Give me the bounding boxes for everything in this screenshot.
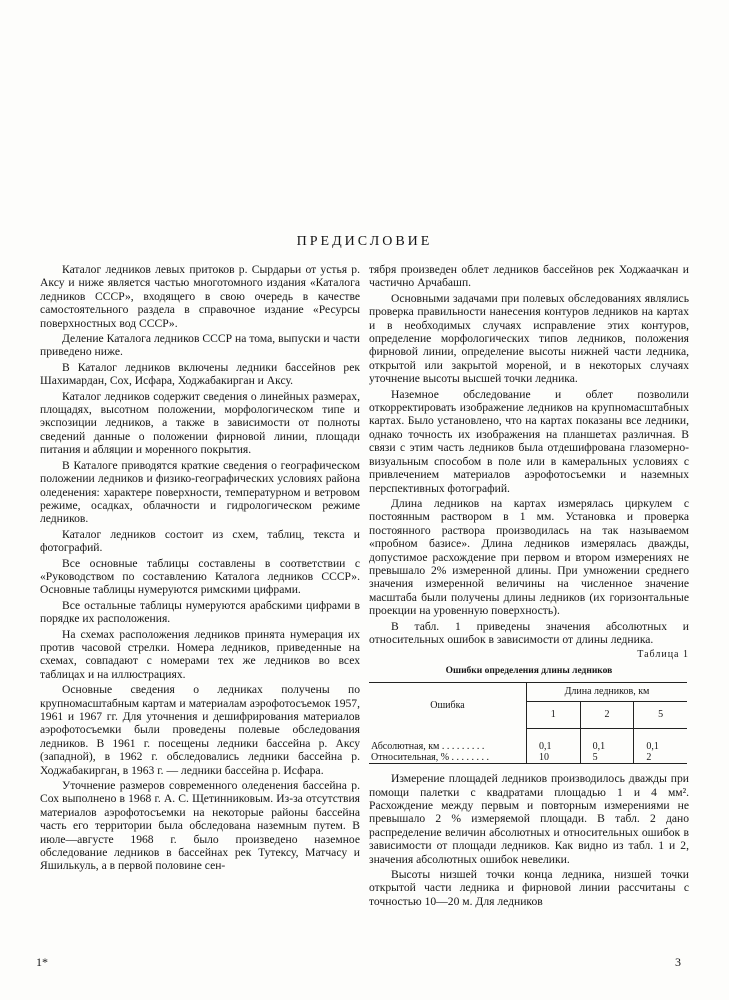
paragraph: Основными задачами при полевых обследованиях являлись проверка правильности нанесения контуров ледников на картах и в необходимых случаях исправление этих контуров, определение морфологических типов ледников, положения фирновой линии, определение высоты нижней части ледника, открытой или закрытой мореной, и в некоторых случаях уточнение высоты высшей точки ледника.: [369, 291, 689, 386]
table-cell: 0,1: [634, 729, 687, 753]
paragraph: Измерение площадей ледников производилось дважды при помощи палетки с квадратами площадью 1 и 4 мм². Расхождение между первым и повторным измерениями не превышало 2 % измеряемой площади. В табл. 2 дано распределение величин абсолютных и относительных ошибок в зависимости от площади ледников. Как видно из табл. 1 и 2, значения абсолютных ошибок невелики.: [369, 772, 689, 866]
paragraph: Все основные таблицы составлены в соответствии с «Руководством по составлению Каталога ледников СССР». Основные таблицы нумеруются римскими цифрами.: [40, 556, 360, 597]
paragraph: Уточнение размеров современного оледенения бассейна р. Сох выполнено в 1968 г. А. С. Щетинниковым. Из-за отсутствия материалов аэрофотосъемки на некоторые районы бассейна часть его территории была обследована наземным путем. В июле—августе 1968 г. было произведено наземное обследование ледников в бассейнах рек Тутексу, Матчасу и Яшилькуль, а в первой половине сен-: [40, 779, 360, 873]
paragraph: Длина ледников на картах измерялась циркулем с постоянным раствором в 1 мм. Установка и проверка постоянного раствора производилась на так называемом «пробном базисе». Длина ледников измерялась дважды, допустимое расхождение при первом и втором измерениях не превышало 2% измеренной длины. При умножении среднего значения измеренной величины на численное значение масштаба были получены длины ледников (их горизонтальные проекции на уровенную поверхность).: [369, 496, 689, 618]
paragraph: Каталог ледников левых притоков р. Сырдарьи от устья р. Аксу и ниже является частью многотомного издания «Каталога ледников СССР», входящего в свою очередь в качестве самостоятельного раздела в справочное издание «Ресурсы поверхностных вод СССР».: [40, 263, 360, 330]
table-row-header: Ошибка: [369, 683, 526, 729]
paragraph: В табл. 1 приведены значения абсолютных и относительных ошибок в зависимости от длины ледника.: [369, 619, 689, 646]
page-number: 3: [675, 955, 681, 969]
paragraph: В Каталоге приводятся краткие сведения о географическом положении ледников и физико-географических условиях района оледенения: характере поверхности, температурном и ветровом режиме, осадках, облачности и гидрологическом режиме ледников.: [40, 458, 360, 526]
table-column-header: 2: [580, 702, 634, 729]
table-cell: 10: [526, 752, 580, 764]
table-row: [369, 752, 687, 764]
table-cell: 0,1: [580, 729, 634, 753]
table-row-label: Абсолютная, км . . . . . . . . .: [369, 729, 526, 753]
table-cell: 5: [580, 752, 634, 764]
table-row-label: Относительная, % . . . . . . . .: [369, 752, 526, 764]
table-column-header: 5: [634, 702, 687, 729]
paragraph: Деление Каталога ледников СССР на тома, выпуски и части приведено ниже.: [40, 332, 360, 359]
paragraph: В Каталог ледников включены ледники бассейнов рек Шахимардан, Сох, Исфара, Ходжабакирган и Аксу.: [40, 360, 360, 388]
table-cell: 2: [634, 752, 687, 764]
left-column: [40, 263, 360, 875]
paragraph: Каталог ледников состоит из схем, таблиц, текста и фотографий.: [40, 527, 360, 555]
table-cell: 0,1: [526, 729, 580, 753]
table-caption: Таблица 1: [637, 649, 689, 661]
table-title: Ошибки определения длины ледников: [445, 665, 613, 676]
paragraph: Наземное обследование и облет позволили откорректировать изображение ледников на крупномасштабных картах. Было установлено, что на картах показаны все ледники, однако точность их изображения на планшетах различная. В связи с этим часть ледников была отдешифрована глазомерно-визуальным способом в поле или в камеральных условиях с привлечением материалов аэрофотосъемки и наземных перспективных фотографий.: [369, 387, 689, 495]
paragraph: На схемах расположения ледников принята нумерация их против часовой стрелки. Номера ледников, приведенные на схемах, совпадают с номерами тех же ледников во всех таблицах и на иллюстрациях.: [40, 627, 360, 681]
paragraph: Высоты низшей точки конца ледника, низшей точки открытой части ледника и фирновой линии рассчитаны с точностью 10—20 м. Для ледников: [369, 868, 689, 908]
right-column: [369, 263, 689, 910]
signature-mark: 1*: [36, 955, 48, 969]
paragraph: Каталог ледников содержит сведения о линейных размерах, площадях, высотном положении, морфологическом типе и экспозиции ледников, а также в зависимости от полноты сведений данные о положении фирновой линии, площади питания и абляции и моренного покрытия.: [40, 389, 360, 457]
table-column-header: 1: [526, 702, 580, 729]
paragraph: тября произведен облет ледников бассейнов рек Ходжаачкан и частично Арчабашп.: [369, 263, 689, 290]
table-column-group: Длина ледников, км: [526, 683, 687, 702]
error-table: [369, 682, 687, 764]
paragraph: Все остальные таблицы нумеруются арабскими цифрами в порядке их расположения.: [40, 598, 360, 626]
page-title: ПРЕДИСЛОВИЕ: [296, 234, 433, 249]
table-row: [369, 729, 687, 753]
paragraph: Основные сведения о ледниках получены по крупномасштабным картам и материалам аэрофотосъемок 1957, 1961 и 1967 гг. Для уточнения и дешифрирования материалов аэрофотосъемки были проведены полевые обследования ледников. В 1961 г. посещены ледники бассейна р. Аксу (западной), в 1962 г. обследовались ледники бассейна р. Ходжабакирган, в 1963 г. — ледники бассейна р. Исфара.: [40, 683, 360, 777]
